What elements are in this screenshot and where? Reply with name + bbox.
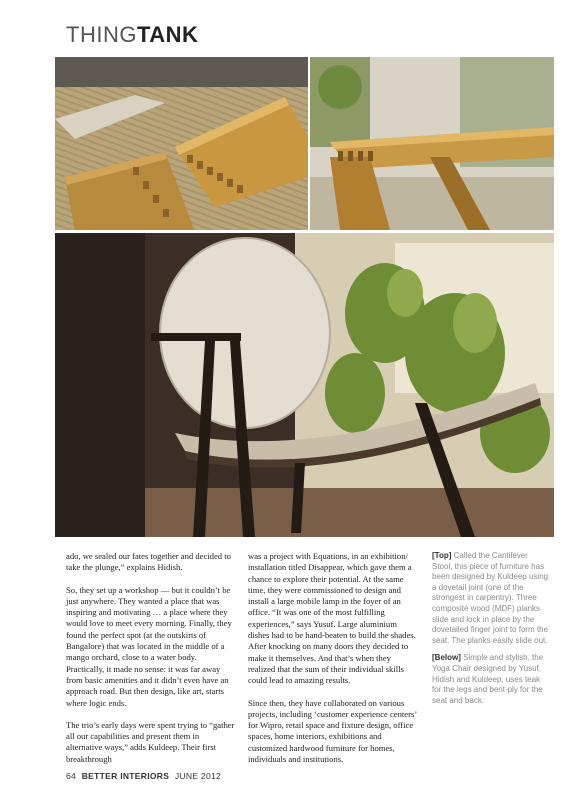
body-paragraph: So, they set up a workshop — but it couldn’t be just anywhere. They wanted a place that was inspiring and motivating … a place where they would love to meet every morning. Finally, they found the perfect spot (at the outskirts of Bangalore) that was located in the middle of a mango orchard, close to a water body. Practically, it made no sense: it was far away from basic amenities and it didn’t even have an approach road. But then design, like art, starts where logic ends. xyxy=(66,584,232,708)
section-header xyxy=(66,22,198,54)
body-column-1 xyxy=(66,551,236,776)
caption-column xyxy=(432,551,550,713)
magazine-name: BETTER INTERIORS xyxy=(81,771,170,781)
caption-text: Called the Cantilever Stool, this piece of furniture has been designed by Kuldeep using a dovetail joint (one of the strongest in carpentry). Three composite wood (MDF) planks slide and lock in place by the dovetailed finger joint to form the seat. The planks easily slide out. xyxy=(432,551,549,645)
issue-date: JUNE 2012 xyxy=(174,771,222,781)
body-paragraph: ado, we sealed our fates together and decided to take the plunge,” explains Hidish. xyxy=(66,551,231,573)
photo-dovetail-planks xyxy=(55,57,308,230)
caption-label: [Below] xyxy=(432,653,461,663)
page-number: 64 xyxy=(66,771,77,781)
body-paragraph: was a project with Equations, in an exhibition/ installation titled Disappear, which gave them a chance to explore their potential. At the same time, they were commissioned to design and install a large mobile lamp in the foyer of an office. “It was one of the most fulfilling experiences,” says Yusuf. Large aluminium dishes had to be hand-beaten to build the shades. After knocking on many doors they decided to make it themselves. And that’s when they realized that the sum of their individual skills could lead to amazing results. xyxy=(248,551,416,686)
caption-top xyxy=(432,551,550,646)
body-paragraph: The trio’s early days were spent trying to “gather all our capabilities and present them in alternative ways,” adds Kuldeep. Their first breakthrough xyxy=(66,719,235,764)
caption-label: [Top] xyxy=(432,551,452,560)
body-paragraph: Since then, they have collaborated on various projects, including ‘customer experience centers’ for Wipro, retail space and fixture design, office spaces, home interiors, exhibitions and customized hardwood furniture for homes, individuals and institutions. xyxy=(248,697,417,765)
caption-below xyxy=(432,653,550,706)
section-header-bold: TANK xyxy=(136,22,199,47)
page-footer xyxy=(66,771,221,781)
photo-yoga-chair xyxy=(55,233,554,537)
section-header-light: THING xyxy=(66,22,137,47)
photo-cantilever-stool xyxy=(310,57,554,230)
caption-text: Simple and stylish, the Yoga Chair designed by Yusuf, Hidish and Kuldeep, uses teak for the legs and bent-ply for the seat and back. xyxy=(432,653,544,705)
body-column-2 xyxy=(248,551,420,776)
